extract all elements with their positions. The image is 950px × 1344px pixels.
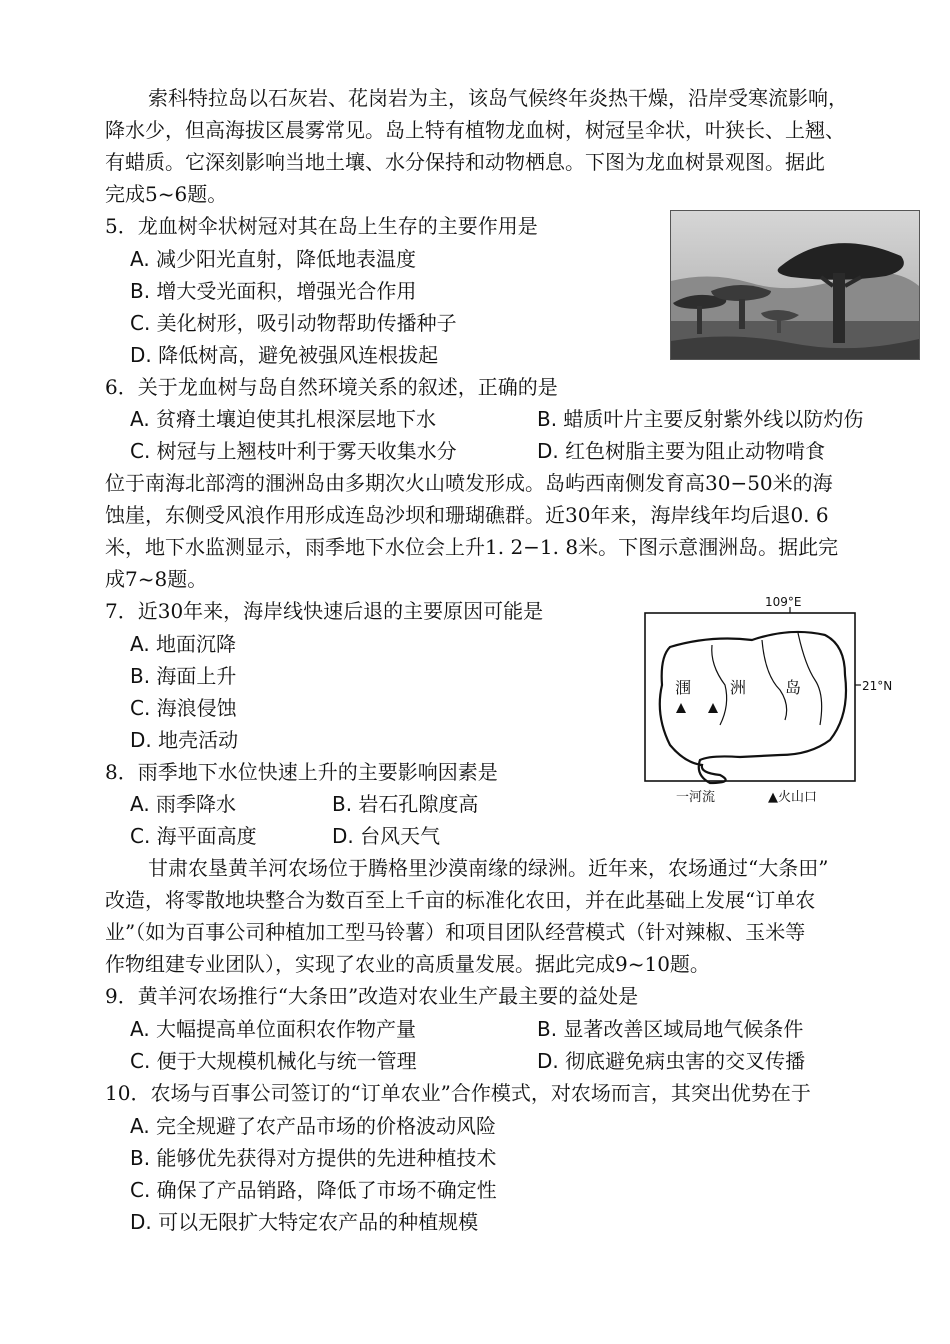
weizhou-island-map xyxy=(640,595,910,815)
longitude-label: 109°E xyxy=(765,595,802,609)
question-7-stem: 7．近30年来，海岸线快速后退的主要原因可能是 xyxy=(105,599,544,623)
legend-river: 一河流 xyxy=(676,790,716,805)
legend-crater: ▲火山口 xyxy=(768,790,817,805)
question-10-option-d: D. 可以无限扩大特定农产品的种植规模 xyxy=(130,1210,479,1234)
island-char-3: 岛 xyxy=(785,678,802,697)
passage-2-line-2: 蚀崖，东侧受风浪作用形成连岛沙坝和珊瑚礁群。近30年来，海岸线年均后退0. 6 xyxy=(105,503,829,527)
question-6-option-a: A. 贫瘠土壤迫使其扎根深层地下水 xyxy=(130,407,437,431)
passage-2-line-3: 米，地下水监测显示，雨季地下水位会上升1. 2−1. 8米。下图示意涠洲岛。据此完 xyxy=(105,535,839,559)
question-5-option-c: C. 美化树形，吸引动物帮助传播种子 xyxy=(130,311,457,335)
question-5-option-b: B. 增大受光面积，增强光合作用 xyxy=(130,279,417,303)
island-char-2: 洲 xyxy=(730,678,747,697)
question-5-option-a: A. 减少阳光直射，降低地表温度 xyxy=(130,247,417,271)
island-char-1: 涠 xyxy=(675,678,692,697)
question-8-option-b: B. 岩石孔隙度高 xyxy=(332,792,479,816)
question-10-option-b: B. 能够优先获得对方提供的先进种植技术 xyxy=(130,1146,497,1170)
question-6-stem: 6．关于龙血树与岛自然环境关系的叙述，正确的是 xyxy=(105,375,558,399)
question-7-option-a: A. 地面沉降 xyxy=(130,632,237,656)
passage-3-line-3: 业”（如为百事公司种植加工型马铃薯）和项目团队经营模式（针对辣椒、玉米等 xyxy=(105,920,806,944)
question-9-option-b: B. 显著改善区域局地气候条件 xyxy=(537,1017,804,1041)
question-8-stem: 8．雨季地下水位快速上升的主要影响因素是 xyxy=(105,760,498,784)
question-7-option-d: D. 地壳活动 xyxy=(130,728,239,752)
question-9-option-d: D. 彻底避免病虫害的交叉传播 xyxy=(537,1049,806,1073)
passage-2-line-1: 位于南海北部湾的涠洲岛由多期次火山喷发形成。岛屿西南侧发育高30−50米的海 xyxy=(105,471,833,495)
question-9-option-c: C. 便于大规模机械化与统一管理 xyxy=(130,1049,417,1073)
passage-3-line-1: 甘肃农垦黄羊河农场位于腾格里沙漠南缘的绿洲。近年来，农场通过“大条田” xyxy=(148,856,829,880)
question-7-option-b: B. 海面上升 xyxy=(130,664,237,688)
passage-1-line-2: 降水少，但高海拔区晨雾常见。岛上特有植物龙血树，树冠呈伞状，叶狭长、上翘、 xyxy=(105,118,845,142)
question-6-option-b: B. 蜡质叶片主要反射紫外线以防灼伤 xyxy=(537,407,864,431)
question-6-option-d: D. 红色树脂主要为阻止动物啃食 xyxy=(537,439,826,463)
question-10-stem: 10．农场与百事公司签订的“订单农业”合作模式，对农场而言，其突出优势在于 xyxy=(105,1081,811,1105)
question-6-option-c: C. 树冠与上翘枝叶利于雾天收集水分 xyxy=(130,439,457,463)
passage-1-line-4: 完成5~6题。 xyxy=(105,182,228,206)
question-8-option-d: D. 台风天气 xyxy=(332,824,441,848)
question-5-stem: 5．龙血树伞状树冠对其在岛上生存的主要作用是 xyxy=(105,214,538,238)
passage-1-line-3: 有蜡质。它深刻影响当地土壤、水分保持和动物栖息。下图为龙血树景观图。据此 xyxy=(105,150,825,174)
passage-1-line-1: 索科特拉岛以石灰岩、花岗岩为主，该岛气候终年炎热干燥，沿岸受寒流影响， xyxy=(148,86,848,110)
question-10-option-c: C. 确保了产品销路，降低了市场不确定性 xyxy=(130,1178,497,1202)
question-5-option-d: D. 降低树高，避免被强风连根拔起 xyxy=(130,343,439,367)
passage-3-line-4: 作物组建专业团队），实现了农业的高质量发展。据此完成9~10题。 xyxy=(105,952,710,976)
question-8-option-c: C. 海平面高度 xyxy=(130,824,257,848)
question-10-option-a: A. 完全规避了农产品市场的价格波动风险 xyxy=(130,1114,497,1138)
question-9-option-a: A. 大幅提高单位面积农作物产量 xyxy=(130,1017,417,1041)
question-8-option-a: A. 雨季降水 xyxy=(130,792,237,816)
passage-3-line-2: 改造，将零散地块整合为数百至上千亩的标准化农田，并在此基础上发展“订单农 xyxy=(105,888,816,912)
passage-2-line-4: 成7~8题。 xyxy=(105,567,208,591)
dragon-blood-tree-photo xyxy=(670,210,920,360)
question-7-option-c: C. 海浪侵蚀 xyxy=(130,696,237,720)
question-9-stem: 9．黄羊河农场推行“大条田”改造对农业生产最主要的益处是 xyxy=(105,984,639,1008)
latitude-label: 21°N xyxy=(862,679,893,693)
